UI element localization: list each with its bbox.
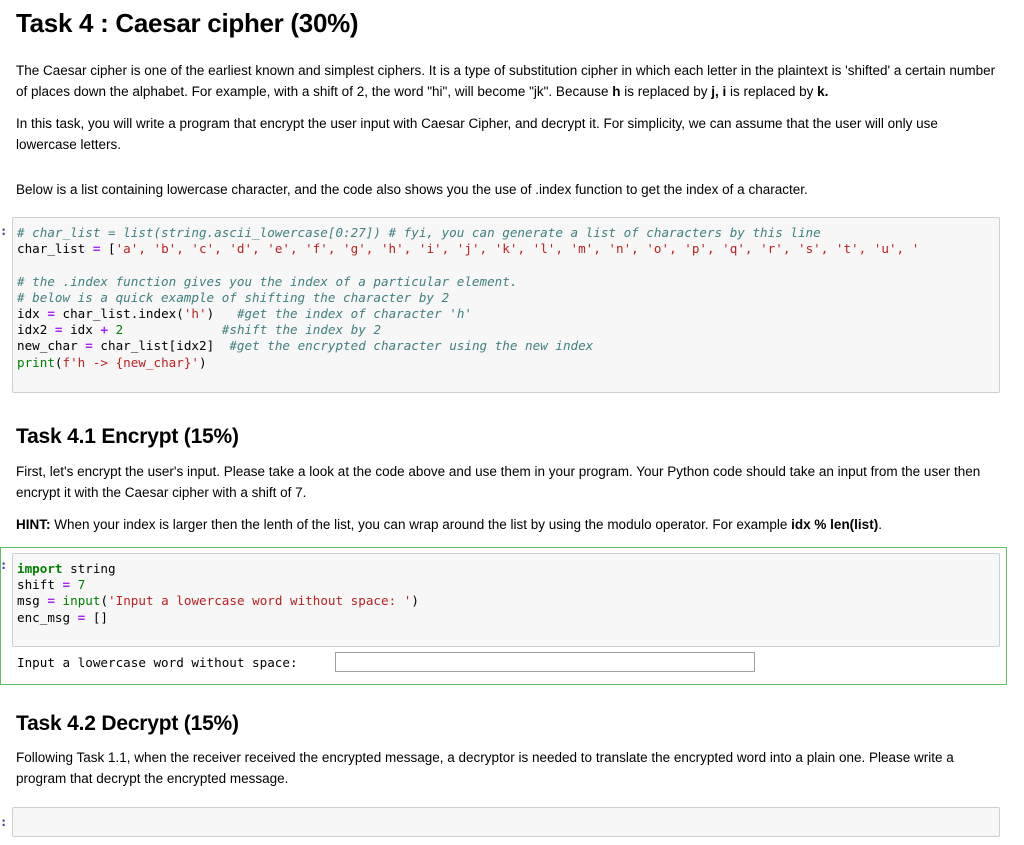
stdin-prompt-label: Input a lowercase word without space: <box>17 655 298 670</box>
p1-text-c: is replaced by <box>726 84 818 99</box>
task4-paragraph-3 <box>16 179 996 200</box>
hint-text: When your index is larger then the lenth of the list, you can wrap around the list by using the modulo operator. For example <box>50 517 792 532</box>
code-var: idx2 <box>17 322 55 338</box>
code-op: + <box>100 322 109 338</box>
cell1-prompt: : <box>0 224 8 238</box>
task41-hint <box>16 514 996 535</box>
hint-label: HINT: <box>16 517 51 532</box>
task41-heading-block <box>16 425 996 449</box>
hint-code: idx % len(list) <box>791 517 879 532</box>
p1-bold-k: k. <box>817 84 829 99</box>
code-string: 'Input a lowercase word without space: ' <box>108 593 412 609</box>
code-var: new_char <box>17 338 86 354</box>
code-cell-2[interactable] <box>12 553 1000 647</box>
code-comment: #shift the index by 2 <box>221 322 382 338</box>
p1-text-b: is replaced by <box>620 84 712 99</box>
task4-p3-text: Below is a list containing lowercase character, and the code also shows you the use of .index function to get the index of a character. <box>16 182 808 197</box>
code-cell-3[interactable] <box>12 807 1000 837</box>
p1-bold-j: j, i <box>711 84 727 99</box>
code-text: ) <box>206 306 237 322</box>
code-comment: # the .index function gives you the index of a particular element. <box>17 273 518 289</box>
code-number: 7 <box>77 577 86 593</box>
code-comment: #get the encrypted character using the new index <box>229 338 594 354</box>
task42-p1-text: Following Task 1.1, when the receiver received the encrypted message, a decryptor is needed to translate the encrypted word into a plain one. Please write a program that decrypt the encrypted message. <box>16 750 954 786</box>
cell3-prompt: : <box>0 815 8 829</box>
code-op: = <box>54 322 63 338</box>
code-text: string <box>62 561 116 576</box>
code-builtin: print <box>17 354 55 370</box>
code-op: = <box>47 306 55 322</box>
code-cell-1[interactable] <box>12 217 1000 393</box>
code-op: = <box>92 241 101 257</box>
code-comment: # char_list = list(string.ascii_lowercase[0:27]) # fyi, you can generate a list of characters by this line <box>17 225 821 240</box>
code-text: char_list[idx2] <box>92 338 230 354</box>
code-builtin: input <box>62 593 101 609</box>
code-string: 'h' <box>183 306 207 322</box>
p1-text-a: The Caesar cipher is one of the earliest known and simplest ciphers. It is a type of substitution cipher in which each letter in the plaintext is 'shifted' a certain number of places down the alphabet. For example, with a shift of 2, the word "hi", will become "jk". Because <box>16 63 996 99</box>
code-var: char_list <box>17 241 93 257</box>
task4-paragraph-2 <box>16 113 996 155</box>
code-op: = <box>47 593 55 609</box>
task41-p1-text: First, let's encrypt the user's input. Please take a look at the code above and use them in your program. Your Python code should take an input from the user then encrypt it with the Caesar cipher with a shift of 7. <box>16 464 981 500</box>
stdin-input-field[interactable] <box>335 652 755 672</box>
hint-end: . <box>878 517 882 532</box>
task4-heading-block <box>16 8 996 39</box>
code-comment: # below is a quick example of shifting the character by 2 <box>17 289 450 305</box>
code-comment: #get the index of character 'h' <box>236 306 472 322</box>
p1-bold-h: h <box>612 84 621 99</box>
code-text: [] <box>85 609 109 625</box>
task42-heading-block <box>16 712 996 736</box>
code-text: char_list.index( <box>54 306 184 322</box>
code-op: = <box>77 609 86 625</box>
code-var: idx <box>17 306 48 322</box>
task4-title: Task 4 : Caesar cipher (30%) <box>16 8 359 38</box>
cell2-prompt: : <box>0 558 8 572</box>
code-op: = <box>85 338 93 354</box>
code-string: f'h -> {new_char}' <box>62 354 199 370</box>
code-string-list: 'a', 'b', 'c', 'd', 'e', 'f', 'g', 'h', 'i', 'j', 'k', 'l', 'm', 'n', 'o', 'p', 'q', 'r', 's', 't', 'u', ' <box>115 241 920 257</box>
code-number: 2 <box>115 322 124 338</box>
task41-paragraph-1 <box>16 461 996 503</box>
code-text: [ <box>100 241 116 257</box>
code-cell-2-source[interactable]: import string shift = 7 msg = input('Input a lowercase word without space: ') enc_msg = [] <box>17 561 419 625</box>
code-cell-1-source[interactable]: # char_list = list(string.ascii_lowercase[0:27]) # fyi, you can generate a list of characters by this line char_list = ['a', 'b', 'c', 'd', 'e', 'f', 'g', 'h', 'i', 'j', 'k', 'l', 'm', 'n', 'o', 'p', 'q', 'r', 's', 't', 'u', ' # the .index function gives you the index of a particular element. # below is a quick example of shifting the character by 2 idx = char_list.index('h') #get the index of character 'h' idx2 = idx + 2 #shift the index by 2 new_char = char_list[idx2] #get the encrypted character using the new index print(f'h -> {new_char}') <box>17 225 920 370</box>
code-keyword: import <box>17 561 63 576</box>
code-text: idx <box>62 322 101 338</box>
code-var: msg <box>17 593 48 609</box>
code-var: enc_msg <box>17 609 78 625</box>
task42-title: Task 4.2 Decrypt (15%) <box>16 712 239 735</box>
task4-paragraph-1 <box>16 60 996 102</box>
task4-p2-text: In this task, you will write a program that encrypt the user input with Caesar Cipher, and decrypt it. For simplicity, we can assume that the user will only use lowercase letters. <box>16 116 938 152</box>
task42-paragraph-1 <box>16 747 996 789</box>
code-var: shift <box>17 577 63 593</box>
task41-title: Task 4.1 Encrypt (15%) <box>16 425 239 448</box>
code-op: = <box>62 577 71 593</box>
